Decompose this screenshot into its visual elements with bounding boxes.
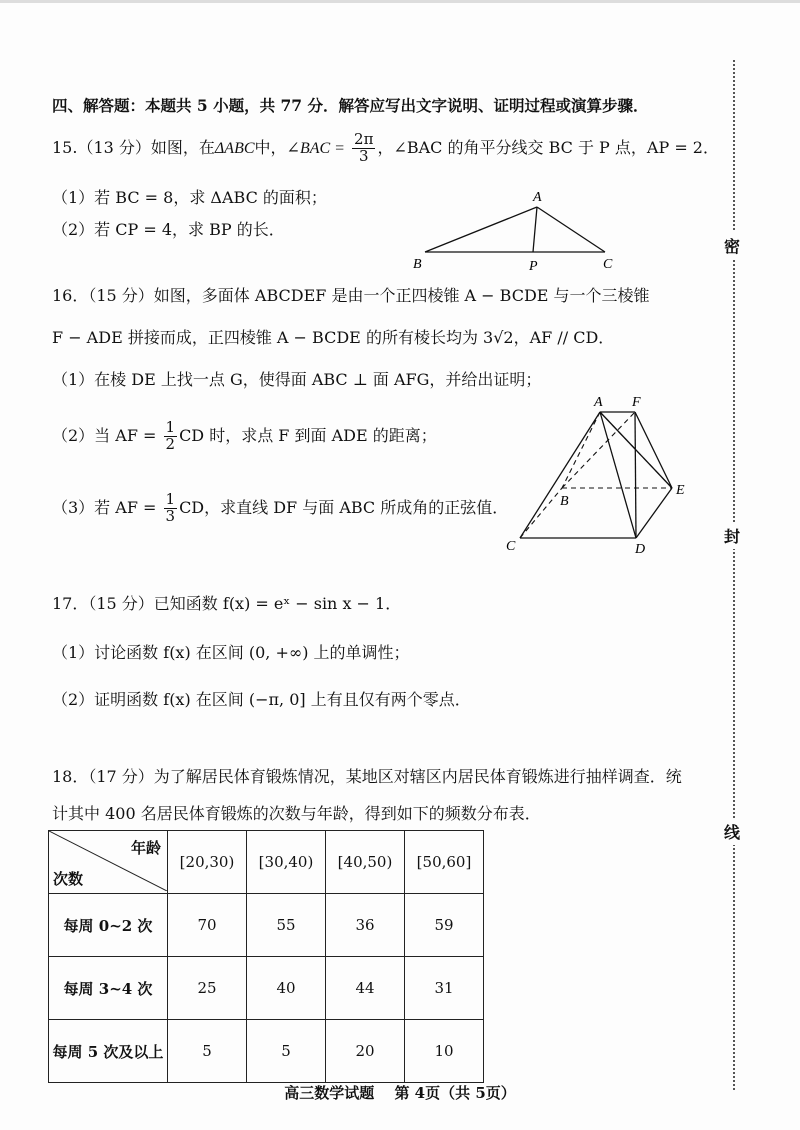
table-row xyxy=(49,957,484,1020)
q16-p2-fraction: $\frac{1}{2}$ xyxy=(165,418,176,453)
label-E: E xyxy=(676,483,685,498)
row-label: 每周 0~2 次 xyxy=(49,894,168,957)
label-A: A xyxy=(594,395,603,410)
corner-age-label: 年龄 xyxy=(130,839,161,857)
table-cell: 55 xyxy=(247,894,326,957)
table-cell: 25 xyxy=(168,957,247,1020)
q15-part2: （2）若 CP = 4，求 BP 的长． xyxy=(52,220,285,239)
q17-part2: （2）证明函数 f(x) 在区间 (−π, 0] 上有且仅有两个零点． xyxy=(52,690,471,709)
table-header-row xyxy=(49,831,484,894)
seam-label-envelope: 封 xyxy=(722,522,742,549)
seam-label-seal: 密 xyxy=(722,232,742,259)
top-rule xyxy=(0,0,800,3)
q16-part1: （1）在棱 DE 上找一点 G，使得面 ABC ⊥ 面 AFG，并给出证明； xyxy=(52,370,542,389)
corner-count-label: 次数 xyxy=(53,870,84,888)
label-B: B xyxy=(560,494,569,509)
table-cell: 20 xyxy=(326,1020,405,1083)
label-B: B xyxy=(413,257,422,272)
frequency-table xyxy=(48,830,484,1083)
label-D: D xyxy=(635,542,646,557)
q17-stem: 17．（15 分）已知函数 f(x) = eˣ − sin x − 1． xyxy=(52,594,402,613)
label-C: C xyxy=(506,539,516,554)
q18-line2: 计其中 400 名居民体育锻炼的次数与年龄，得到如下的频数分布表． xyxy=(52,804,541,823)
table-cell: 44 xyxy=(326,957,405,1020)
q16-part3: （3）若 AF = $\frac{1}{3}$ CD，求直线 DF 与面 ABC 所成角的正弦值． xyxy=(52,490,509,525)
table-cell: 36 xyxy=(326,894,405,957)
section-heading: 四、解答题：本题共 5 小题，共 77 分．解答应写出文字说明、证明过程或演算步骤． xyxy=(52,96,649,115)
table-cell: 40 xyxy=(247,957,326,1020)
label-P: P xyxy=(529,259,538,274)
table-cell: 70 xyxy=(168,894,247,957)
column-header: [20,30) xyxy=(168,831,247,894)
label-A: A xyxy=(533,190,542,205)
table-cell: 31 xyxy=(405,957,484,1020)
q17-part1: （1）讨论函数 f(x) 在区间 (0, +∞) 上的单调性； xyxy=(52,643,410,662)
table-cell: 10 xyxy=(405,1020,484,1083)
table-row xyxy=(49,1020,484,1083)
table-row xyxy=(49,894,484,957)
q15-part1: （1）若 BC = 8，求 ΔABC 的面积； xyxy=(52,188,327,207)
q15-fraction: $\frac{2\pi}{3}$ xyxy=(354,130,374,165)
column-header: [50,60] xyxy=(405,831,484,894)
column-header: [30,40) xyxy=(247,831,326,894)
q16-part2: （2）当 AF = $\frac{1}{2}$ CD 时，求点 F 到面 ADE 的距离； xyxy=(52,418,437,453)
table-cell: 5 xyxy=(247,1020,326,1083)
q16-polyhedron-figure xyxy=(500,390,705,560)
seam-label-line: 线 xyxy=(722,818,742,845)
binding-seam-line xyxy=(733,60,735,1090)
q16-line1: 16．（15 分）如图，多面体 ABCDEF 是由一个正四棱锥 A − BCDE 与一个三棱锥 xyxy=(52,286,650,305)
label-F: F xyxy=(632,395,641,410)
q15-stem: 15.（13 分）如图，在ΔABC中，∠BAC = $\frac{2\pi}{3}$ ，∠BAC 的角平分线交 BC 于 P 点，AP = 2． xyxy=(52,130,719,165)
q16-p3-fraction: $\frac{1}{3}$ xyxy=(165,490,176,525)
q16-line2: F − ADE 拼接而成，正四棱锥 A − BCDE 的所有棱长均为 3√2，AF // CD． xyxy=(52,328,615,347)
q18-line1: 18．（17 分）为了解居民体育锻炼情况，某地区对辖区内居民体育锻炼进行抽样调查．统 xyxy=(52,767,682,786)
table-cell: 59 xyxy=(405,894,484,957)
column-header: [40,50) xyxy=(326,831,405,894)
table-corner-cell xyxy=(49,831,168,894)
page-footer: 高三数学试题 第 4页（共 5页） xyxy=(284,1084,516,1102)
label-C: C xyxy=(603,257,613,272)
row-label: 每周 5 次及以上 xyxy=(49,1020,168,1083)
q15-triangle-figure xyxy=(405,185,630,275)
table-cell: 5 xyxy=(168,1020,247,1083)
row-label: 每周 3~4 次 xyxy=(49,957,168,1020)
